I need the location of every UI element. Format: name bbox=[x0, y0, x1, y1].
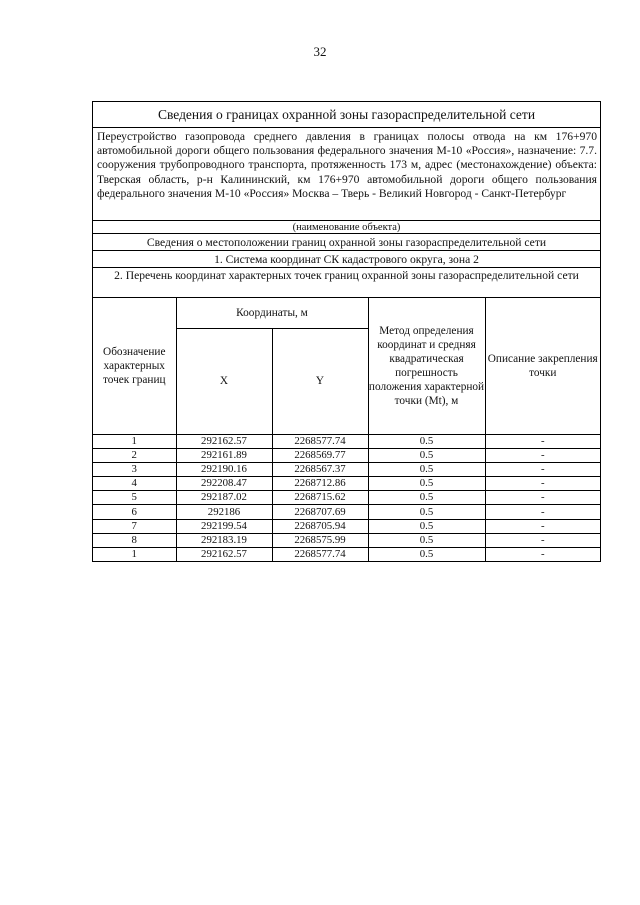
object-description: Переустройство газопровода среднего давления в границах полосы отвода на км 176+970 автомобильной дороги общего пользования федерального значения М-10 «Россия», назначение: 7.7. сооружения трубопроводного транспорта, протяженность 173 м, адрес (местонахождение) объекта: Тверская область, р-н Калининский, км 176+970 автомобильной дороги общего пользования федерального значения М-10 «Россия» Москва – Тверь - Великий Новгород - Санкт-Петербург bbox=[93, 128, 600, 221]
cell-point: 7 bbox=[93, 519, 176, 533]
cell-y: 2268575.99 bbox=[272, 533, 368, 547]
cell-point: 8 bbox=[93, 533, 176, 547]
cell-mt: 0.5 bbox=[368, 519, 485, 533]
cell-desc: - bbox=[485, 548, 600, 562]
table-row bbox=[93, 434, 600, 448]
table-row bbox=[93, 491, 600, 505]
cell-desc: - bbox=[485, 533, 600, 547]
cell-x: 292208.47 bbox=[176, 477, 272, 491]
cell-mt: 0.5 bbox=[368, 548, 485, 562]
cell-point: 6 bbox=[93, 505, 176, 519]
cell-y: 2268705.94 bbox=[272, 519, 368, 533]
cell-point: 1 bbox=[93, 434, 176, 448]
col-header-description: Описание закрепления точки bbox=[485, 298, 600, 434]
table-row bbox=[93, 448, 600, 462]
cell-mt: 0.5 bbox=[368, 434, 485, 448]
cell-desc: - bbox=[485, 448, 600, 462]
cell-x: 292190.16 bbox=[176, 462, 272, 476]
cell-y: 2268712.86 bbox=[272, 477, 368, 491]
col-header-y: Y bbox=[272, 328, 368, 434]
cell-x: 292199.54 bbox=[176, 519, 272, 533]
cell-desc: - bbox=[485, 519, 600, 533]
cell-y: 2268567.37 bbox=[272, 462, 368, 476]
col-header-point: Обозначение характерных точек границ bbox=[93, 298, 176, 434]
table-row bbox=[93, 519, 600, 533]
cell-desc: - bbox=[485, 505, 600, 519]
cell-desc: - bbox=[485, 477, 600, 491]
cell-x: 292186 bbox=[176, 505, 272, 519]
cell-desc: - bbox=[485, 434, 600, 448]
col-header-x: X bbox=[176, 328, 272, 434]
cell-desc: - bbox=[485, 491, 600, 505]
cell-point: 3 bbox=[93, 462, 176, 476]
cell-x: 292162.57 bbox=[176, 434, 272, 448]
table-row bbox=[93, 548, 600, 562]
cell-point: 4 bbox=[93, 477, 176, 491]
page-number: 32 bbox=[313, 44, 327, 59]
cell-mt: 0.5 bbox=[368, 505, 485, 519]
cell-y: 2268715.62 bbox=[272, 491, 368, 505]
table-row bbox=[93, 505, 600, 519]
cell-point: 5 bbox=[93, 491, 176, 505]
table-row bbox=[93, 533, 600, 547]
document-title: Сведения о границах охранной зоны газораспределительной сети bbox=[93, 102, 600, 128]
cell-desc: - bbox=[485, 462, 600, 476]
cell-mt: 0.5 bbox=[368, 533, 485, 547]
cell-mt: 0.5 bbox=[368, 477, 485, 491]
object-name-label: (наименование объекта) bbox=[93, 221, 600, 234]
cell-x: 292187.02 bbox=[176, 491, 272, 505]
cell-point: 1 bbox=[93, 548, 176, 562]
col-header-method: Метод определения координат и средняя квадратическая погрешность положения характерной точки (Mt), м bbox=[368, 298, 485, 434]
cell-x: 292162.57 bbox=[176, 548, 272, 562]
cell-mt: 0.5 bbox=[368, 491, 485, 505]
boundary-info-document bbox=[92, 101, 601, 562]
cell-y: 2268707.69 bbox=[272, 505, 368, 519]
table-row bbox=[93, 462, 600, 476]
points-list-header: 2. Перечень координат характерных точек границ охранной зоны газораспределительной сети bbox=[93, 268, 600, 298]
coordinate-system: 1. Система координат СК кадастрового округа, зона 2 bbox=[93, 251, 600, 268]
cell-x: 292183.19 bbox=[176, 533, 272, 547]
cell-x: 292161.89 bbox=[176, 448, 272, 462]
cell-mt: 0.5 bbox=[368, 462, 485, 476]
cell-y: 2268569.77 bbox=[272, 448, 368, 462]
col-header-coords: Координаты, м bbox=[176, 298, 368, 328]
cell-y: 2268577.74 bbox=[272, 434, 368, 448]
cell-y: 2268577.74 bbox=[272, 548, 368, 562]
location-header: Сведения о местоположении границ охранной зоны газораспределительной сети bbox=[93, 234, 600, 251]
table-row bbox=[93, 477, 600, 491]
coordinates-table bbox=[93, 298, 600, 561]
cell-mt: 0.5 bbox=[368, 448, 485, 462]
cell-point: 2 bbox=[93, 448, 176, 462]
